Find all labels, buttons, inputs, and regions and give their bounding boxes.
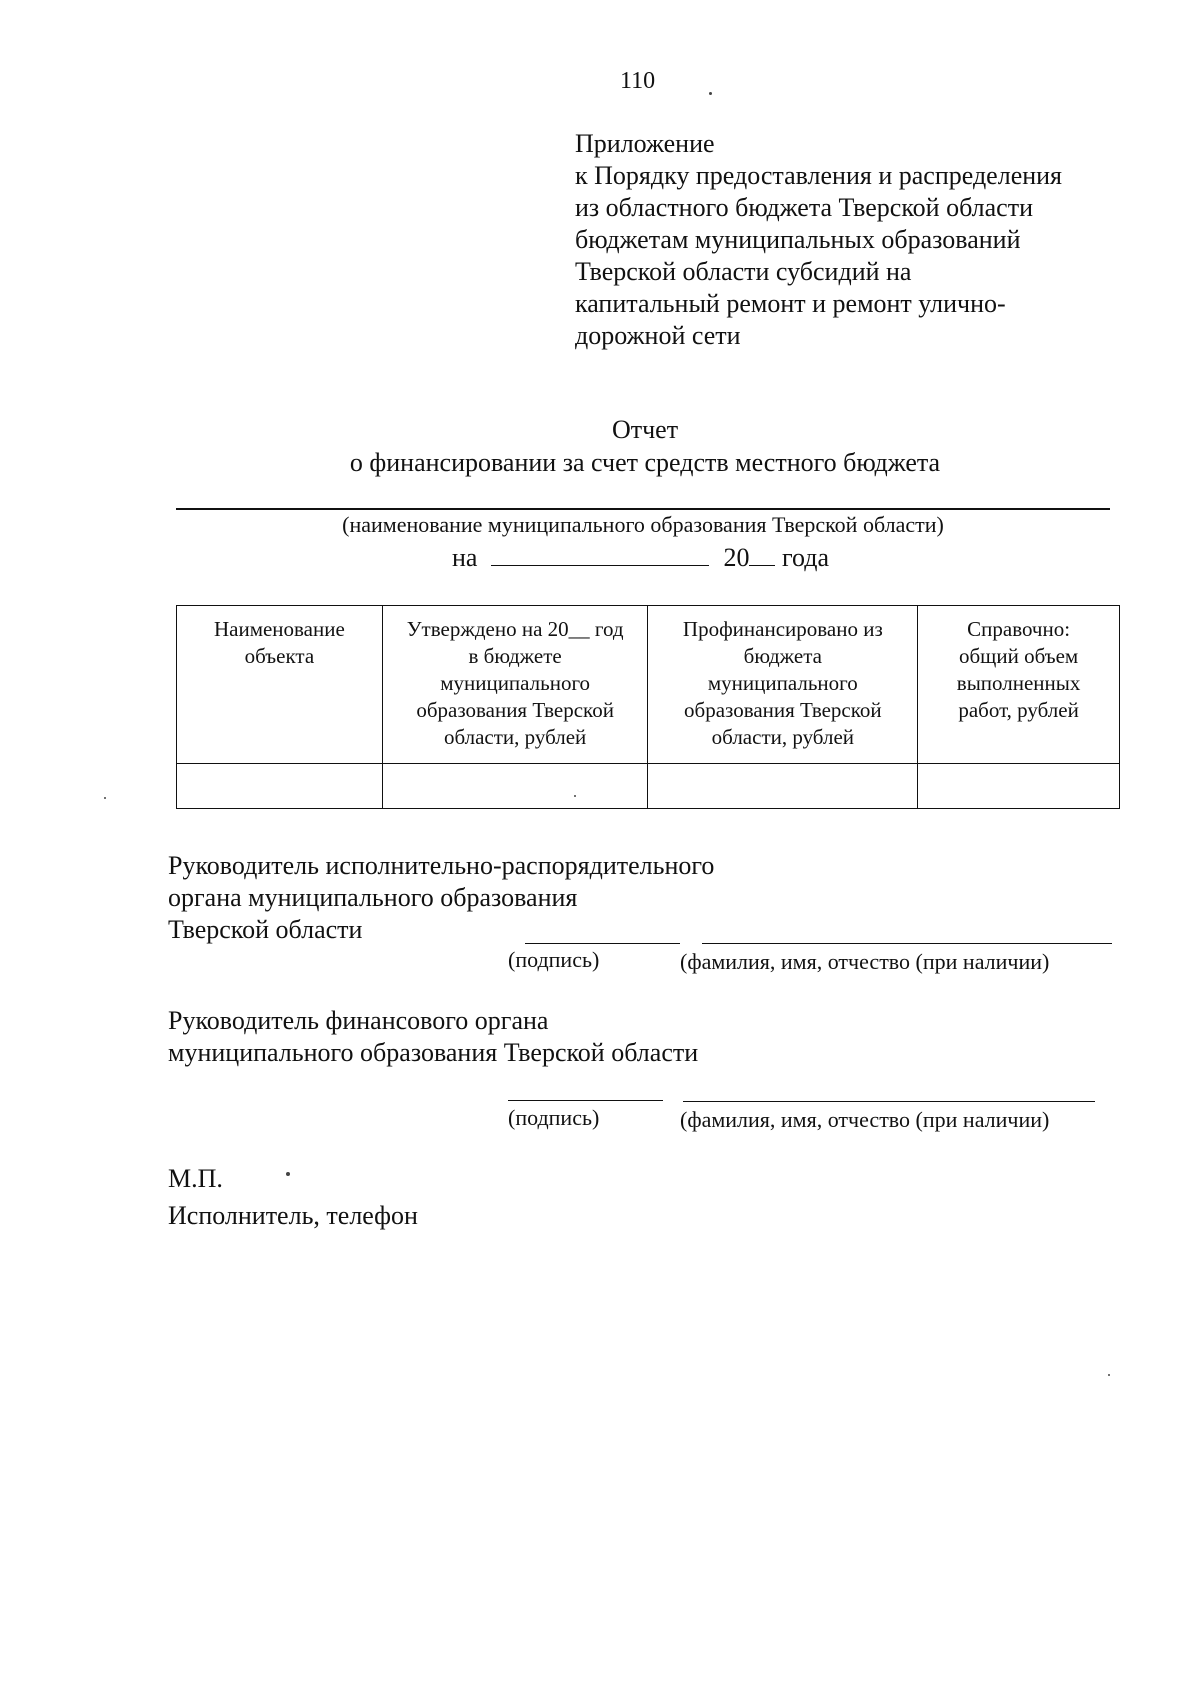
page-number: 110 — [620, 68, 656, 94]
municipality-name-caption: (наименование муниципального образования Тверской области) — [342, 512, 944, 537]
appendix-line: из областного бюджета Тверской области — [575, 193, 1033, 222]
header-financed: Профинансировано из бюджета муниципального образования Тверской области, рублей — [648, 606, 918, 764]
executive-signature-line[interactable] — [525, 943, 680, 944]
municipality-name-line — [176, 508, 1110, 510]
table-cell[interactable] — [382, 764, 648, 809]
header-object-name: Наименование объекта — [177, 606, 383, 764]
finance-name-line[interactable] — [683, 1101, 1095, 1102]
executive-head-title: Руководитель исполнительно-распорядительного органа муниципального образования Тверской области — [168, 851, 715, 944]
scan-speck — [1108, 1374, 1110, 1376]
date-year: 20 — [723, 543, 750, 572]
table-header-row — [177, 606, 1120, 764]
table-cell[interactable] — [648, 764, 918, 809]
report-table — [176, 605, 1120, 809]
year-blank — [749, 541, 775, 566]
header-approved: Утверждено на 20__ год в бюджете муниципального образования Тверской области, рублей — [382, 606, 648, 764]
header-reference: Справочно: общий объем выполненных работ, рублей — [918, 606, 1120, 764]
stamp-label: М.П. — [168, 1164, 223, 1193]
appendix-line: бюджетам муниципальных образований — [575, 225, 1021, 254]
footer-block — [168, 1160, 418, 1234]
appendix-block — [575, 128, 1062, 352]
table-cell[interactable] — [918, 764, 1120, 809]
table-row — [177, 764, 1120, 809]
appendix-line: к Порядку предоставления и распределения — [575, 161, 1063, 190]
finance-head-title: Руководитель финансового органа муниципального образования Тверской области — [168, 1006, 699, 1067]
executive-signature-caption: (подпись) — [508, 947, 600, 972]
appendix-line: Тверской области субсидий на — [575, 257, 912, 286]
executive-name-caption: (фамилия, имя, отчество (при наличии) — [680, 949, 1050, 974]
executor-label: Исполнитель, телефон — [168, 1201, 418, 1230]
appendix-line: Приложение — [575, 129, 715, 158]
date-suffix: года — [781, 543, 830, 572]
scan-speck — [574, 795, 576, 797]
scan-speck — [709, 92, 712, 95]
table-cell[interactable] — [177, 764, 383, 809]
report-subtitle: о финансировании за счет средств местного бюджета — [349, 448, 941, 477]
finance-name-caption: (фамилия, имя, отчество (при наличии) — [680, 1107, 1050, 1132]
finance-signature-line[interactable] — [508, 1100, 663, 1101]
executive-name-line[interactable] — [702, 943, 1112, 944]
finance-signature-caption: (подпись) — [508, 1105, 600, 1130]
report-title: Отчет — [611, 415, 679, 444]
appendix-line: дорожной сети — [575, 321, 741, 350]
report-date-row — [452, 541, 829, 573]
date-blank — [491, 541, 709, 566]
date-prefix: на — [452, 543, 478, 572]
appendix-line: капитальный ремонт и ремонт улично- — [575, 289, 1006, 318]
scan-speck — [286, 1172, 290, 1176]
scan-speck — [104, 797, 106, 799]
